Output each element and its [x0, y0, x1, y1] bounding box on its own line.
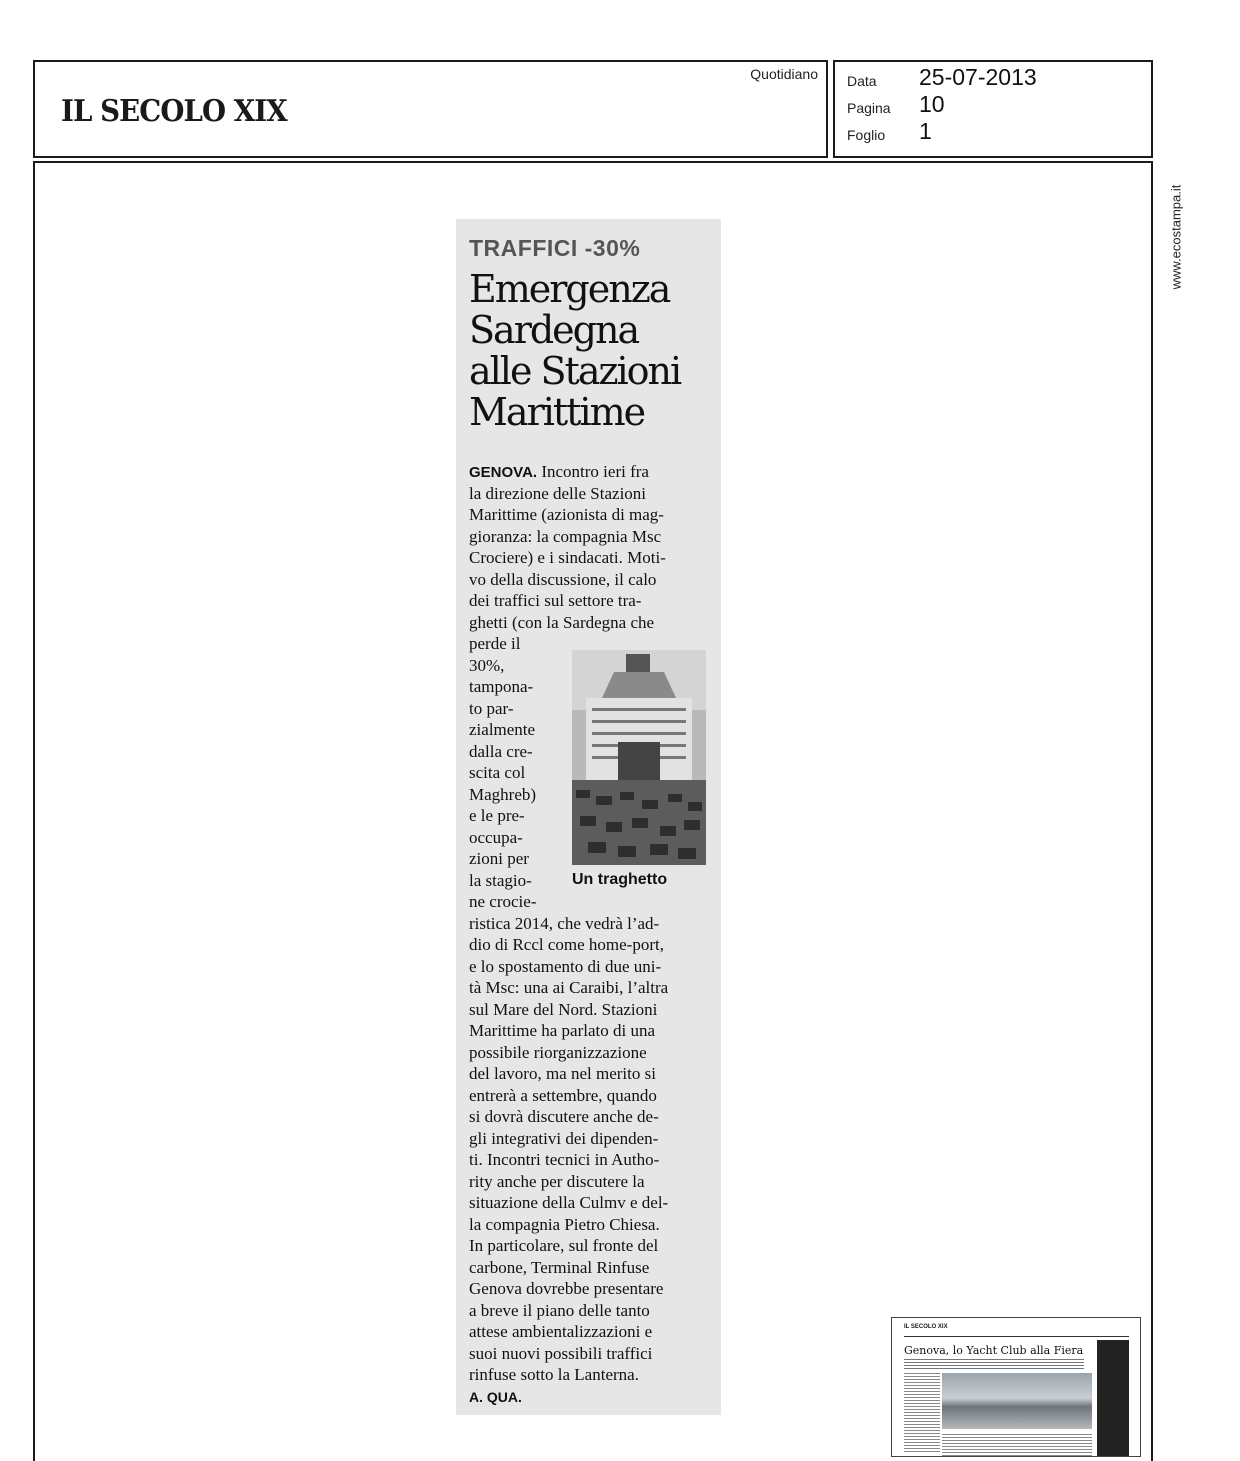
article-line [469, 1128, 709, 1150]
sheet-label: Foglio [847, 127, 886, 143]
article-line-text: e le pre- [469, 806, 525, 825]
page-value: 10 [919, 91, 945, 117]
article-line [469, 1192, 709, 1214]
article-line-text: Crociere) e i sindacati. Moti- [469, 548, 666, 567]
headline-line: Marittime [469, 390, 645, 434]
article [456, 219, 721, 1415]
headline-line: alle Stazioni [469, 349, 681, 393]
article-line-text: ristica 2014, che vedrà l’ad- [469, 913, 660, 933]
article-line-text: attese ambientalizzazioni e [469, 1322, 653, 1341]
article-line-text: rinfuse sotto la Lanterna. [469, 1365, 639, 1384]
article-line-text: Marittime (azionista di mag- [469, 505, 664, 524]
thumbnail-header [904, 1326, 1129, 1337]
article-line [469, 891, 709, 913]
thumbnail-column [904, 1373, 940, 1453]
article-line-text: la direzione delle Stazioni [469, 483, 647, 503]
article-line [469, 526, 709, 548]
article-line [469, 590, 709, 612]
article-line-text: gli integrativi dei dipenden- [469, 1128, 659, 1148]
article-line-text: la compagnia Pietro Chiesa. [469, 1214, 660, 1234]
article-line [469, 1020, 709, 1042]
article-line [469, 1214, 709, 1236]
article-byline: A. QUA. [469, 1389, 522, 1405]
publication-type: Quotidiano [750, 66, 818, 82]
page-label: Pagina [847, 100, 891, 116]
article-line-text: Marittime ha parlato di una [469, 1021, 655, 1040]
article-line [469, 1171, 709, 1193]
page-thumbnail [891, 1317, 1141, 1457]
article-line [469, 1063, 709, 1085]
sheet-value: 1 [919, 118, 932, 144]
article-line [469, 1278, 709, 1300]
article-line-text: suoi nuovi possibili traffici [469, 1343, 653, 1363]
article-line-text: dalla cre- [469, 741, 533, 761]
clipping-info-box [833, 60, 1153, 158]
article-line-text: gioranza: la compagnia Msc [469, 526, 662, 546]
photo-caption: Un traghetto [572, 871, 668, 888]
thumbnail-subtext [904, 1359, 1084, 1369]
thumbnail-sidebar [1097, 1340, 1129, 1457]
newspaper-masthead: IL SECOLO XIX [61, 94, 287, 129]
article-line-text: possibile riorganizzazione [469, 1042, 647, 1062]
article-line-text: zioni per [469, 849, 529, 868]
article-line-text: del lavoro, ma nel merito si [469, 1064, 656, 1083]
article-dateline: GENOVA. [469, 464, 538, 481]
article-line [469, 1343, 709, 1365]
article-line [469, 504, 709, 526]
thumbnail-column [942, 1434, 1092, 1457]
article-line-text: vo della discussione, il calo [469, 569, 657, 589]
article-line [469, 1364, 709, 1386]
page-row [847, 92, 1147, 118]
article-line [469, 999, 709, 1021]
article-line-text: entrerà a settembre, quando [469, 1085, 657, 1105]
article-line-text: Genova dovrebbe presentare [469, 1279, 664, 1298]
article-line [469, 1257, 709, 1279]
article-body [469, 461, 709, 1386]
masthead-box [33, 60, 828, 158]
article-line-text: perde il [469, 634, 521, 653]
date-row [847, 65, 1147, 91]
article-line-text: la stagio- [469, 870, 532, 890]
thumbnail-logo: IL SECOLO XIX [904, 1324, 948, 1330]
article-line-text: In particolare, sul fronte del [469, 1236, 659, 1255]
article-headline [469, 269, 719, 433]
article-line-text: 30%, [469, 655, 505, 675]
sheet-row [847, 119, 1147, 145]
article-line [469, 461, 709, 483]
article-line [469, 956, 709, 978]
article-line-text: si dovrà discutere anche de- [469, 1107, 659, 1126]
date-label: Data [847, 73, 877, 89]
article-line [469, 569, 709, 591]
article-line [469, 934, 709, 956]
article-line [469, 1042, 709, 1064]
article-line-text: Incontro ieri fra [537, 462, 649, 481]
thumbnail-photo [942, 1373, 1092, 1429]
article-line [469, 913, 709, 935]
article-line [469, 547, 709, 569]
article-line-text: zialmente [469, 720, 536, 739]
article-line-text: dei traffici sul settore tra- [469, 591, 642, 610]
article-line [469, 1106, 709, 1128]
article-line-text: Maghreb) [469, 784, 537, 804]
side-url [1168, 176, 1184, 298]
headline-line: Emergenza [469, 267, 670, 311]
article-line-text: ne crocie- [469, 892, 537, 911]
article-line [469, 483, 709, 505]
article-kicker: TRAFFICI -30% [469, 235, 641, 261]
article-line [469, 1085, 709, 1107]
ferry-photo-image [572, 650, 706, 865]
article-line-text: scita col [469, 763, 526, 782]
article-line-text: a breve il piano delle tanto [469, 1300, 650, 1320]
article-line-text: situazione della Culmv e del- [469, 1193, 669, 1212]
article-line-text: occupa- [469, 827, 523, 847]
article-line [469, 1149, 709, 1171]
article-line-text: ghetti (con la Sardegna che [469, 612, 655, 632]
side-url-text: www.ecostampa.it [1168, 184, 1184, 290]
article-line-text: carbone, Terminal Rinfuse [469, 1257, 650, 1277]
article-line [469, 612, 709, 634]
article-line-text: e lo spostamento di due uni- [469, 956, 662, 976]
article-line-text: ti. Incontri tecnici in Autho- [469, 1150, 660, 1169]
thumbnail-headline: Genova, lo Yacht Club alla Fiera [904, 1344, 1084, 1357]
article-line-text: tampona- [469, 677, 534, 696]
headline-line: Sardegna [469, 308, 639, 352]
article-line-text: tà Msc: una ai Caraibi, l’altra [469, 978, 669, 997]
date-value: 25-07-2013 [919, 64, 1037, 90]
article-line-text: sul Mare del Nord. Stazioni [469, 999, 658, 1019]
article-line [469, 1300, 709, 1322]
article-line-text: rity anche per discutere la [469, 1171, 645, 1191]
article-line [469, 1321, 709, 1343]
ferry-photo [572, 650, 706, 865]
article-line [469, 1235, 709, 1257]
article-line [469, 977, 709, 999]
article-line-text: dio di Rccl come home-port, [469, 935, 664, 954]
article-line-text: to par- [469, 698, 514, 718]
